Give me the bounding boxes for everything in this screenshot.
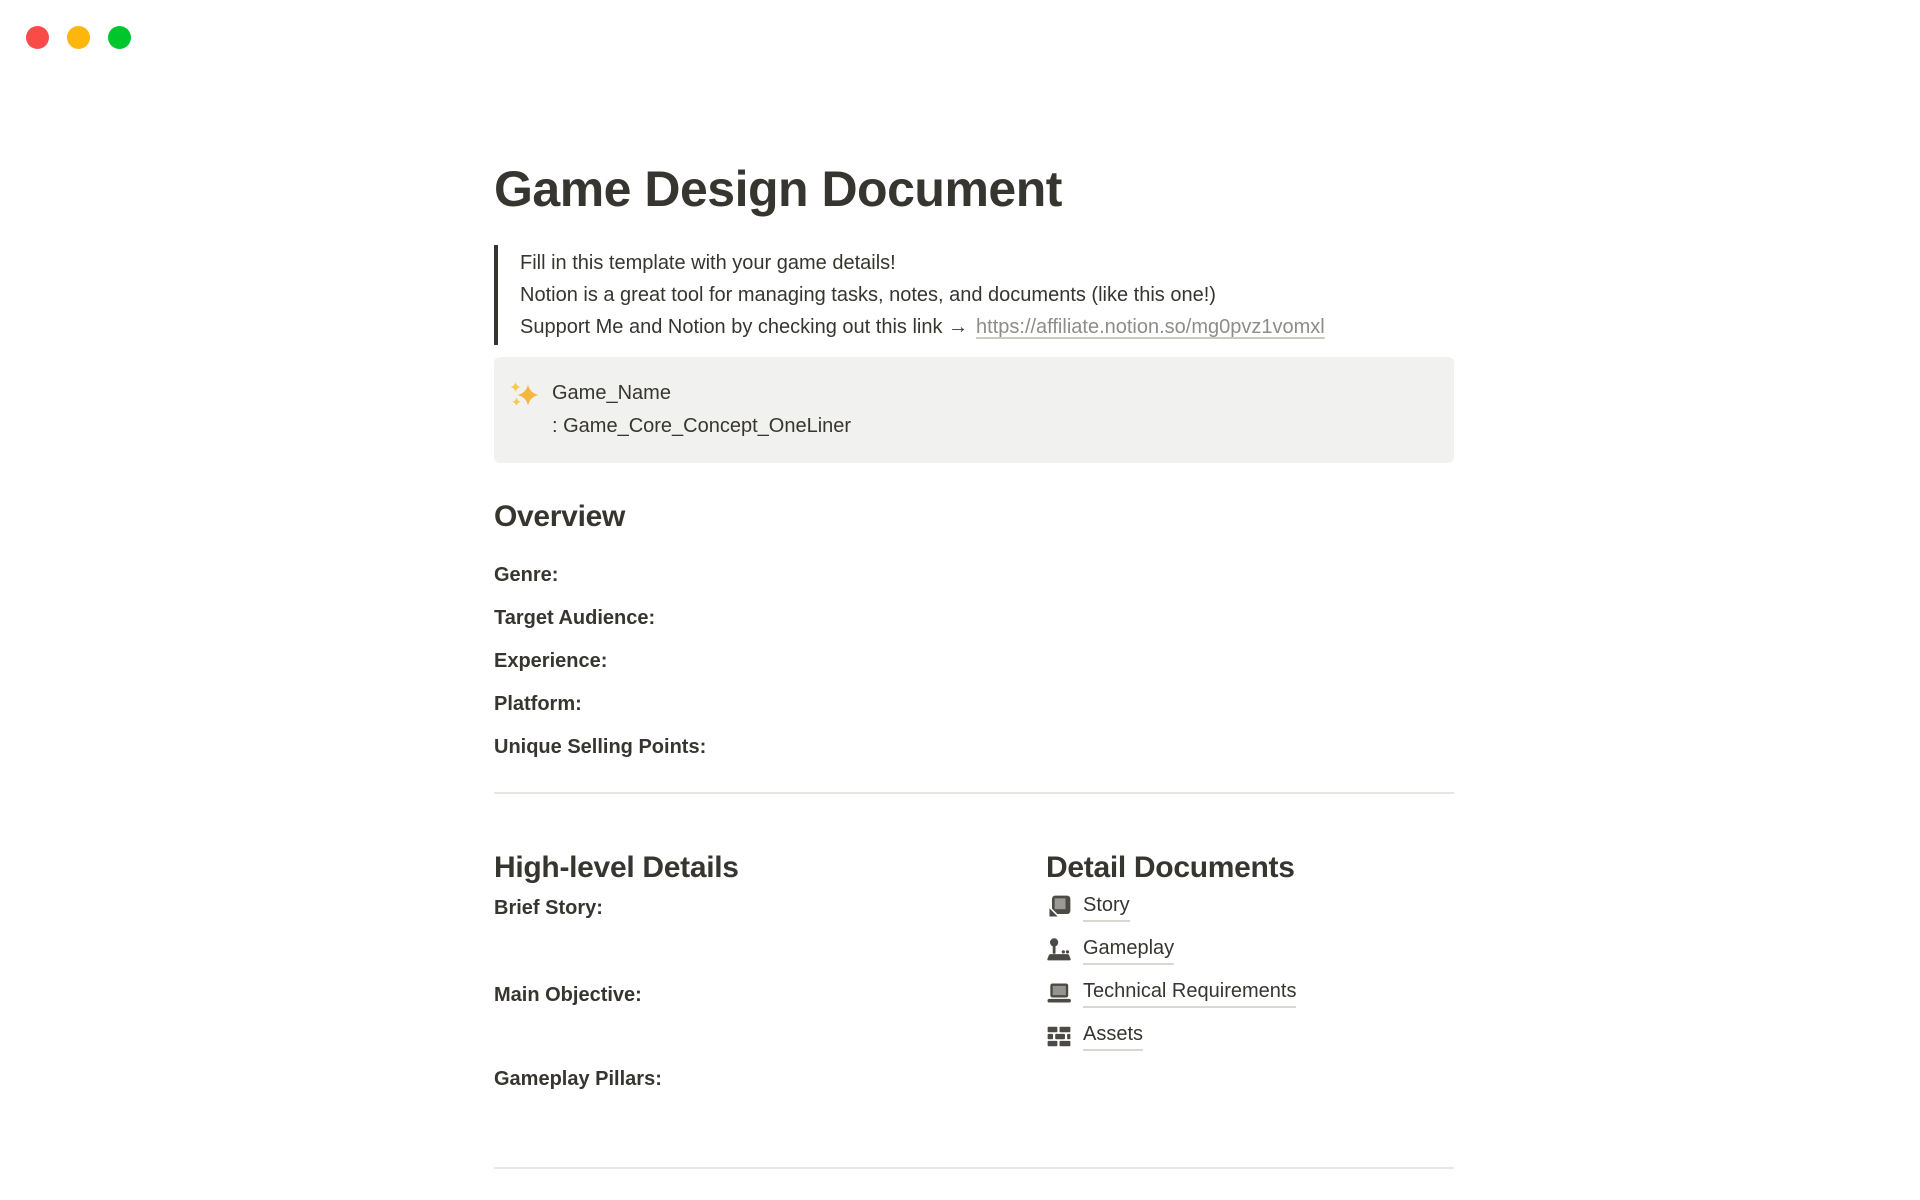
page-link-gameplay[interactable] bbox=[1046, 935, 1174, 965]
sparkles-icon bbox=[509, 380, 539, 410]
window-controls bbox=[26, 26, 131, 49]
quote-link-prefix: Support Me and Notion by checking out this link → bbox=[520, 316, 969, 338]
overview-heading[interactable]: Overview bbox=[494, 500, 626, 533]
page-link-assets[interactable] bbox=[1046, 1021, 1143, 1051]
page-link-label: Assets bbox=[1083, 1021, 1143, 1051]
book-icon bbox=[1046, 894, 1072, 920]
quote-block[interactable] bbox=[494, 245, 1454, 345]
joystick-icon bbox=[1046, 937, 1072, 963]
field-platform[interactable]: Platform: bbox=[494, 693, 582, 715]
callout-block[interactable] bbox=[494, 357, 1454, 463]
callout-text bbox=[552, 377, 851, 443]
quote-line[interactable]: Notion is a great tool for managing tasks, notes, and documents (like this one!) bbox=[520, 284, 1216, 306]
page-link-label: Gameplay bbox=[1083, 935, 1174, 965]
field-usp[interactable]: Unique Selling Points: bbox=[494, 736, 707, 758]
document-page bbox=[494, 0, 1454, 1169]
overview-fields bbox=[494, 560, 1454, 762]
field-experience[interactable]: Experience: bbox=[494, 650, 608, 672]
zoom-button[interactable] bbox=[108, 26, 131, 49]
callout-line[interactable]: Game_Name bbox=[552, 382, 671, 404]
page-link-technical-requirements[interactable] bbox=[1046, 978, 1296, 1008]
field-brief-story[interactable]: Brief Story: bbox=[494, 897, 603, 919]
page-link-story[interactable] bbox=[1046, 892, 1130, 922]
high-level-heading[interactable]: High-level Details bbox=[494, 851, 739, 884]
laptop-icon bbox=[1046, 980, 1072, 1006]
page-link-label: Technical Requirements bbox=[1083, 978, 1296, 1008]
bricks-icon bbox=[1046, 1023, 1072, 1049]
quote-line[interactable]: Fill in this template with your game details! bbox=[520, 252, 896, 274]
quote-line[interactable] bbox=[520, 311, 1454, 343]
minimize-button[interactable] bbox=[67, 26, 90, 49]
field-genre[interactable]: Genre: bbox=[494, 564, 559, 586]
divider bbox=[494, 1167, 1454, 1169]
affiliate-link[interactable]: https://affiliate.notion.so/mg0pvz1vomxl bbox=[976, 316, 1325, 338]
callout-line[interactable]: : Game_Core_Concept_OneLiner bbox=[552, 415, 852, 437]
high-level-column bbox=[494, 794, 1000, 1094]
field-target-audience[interactable]: Target Audience: bbox=[494, 607, 656, 629]
field-main-objective[interactable]: Main Objective: bbox=[494, 984, 642, 1006]
page-link-label: Story bbox=[1083, 892, 1130, 922]
detail-documents-heading[interactable]: Detail Documents bbox=[1046, 851, 1295, 884]
page-title[interactable]: Game Design Document bbox=[494, 161, 1062, 217]
two-column-section bbox=[494, 794, 1454, 1094]
detail-documents-column bbox=[1046, 794, 1454, 1094]
close-button[interactable] bbox=[26, 26, 49, 49]
field-gameplay-pillars[interactable]: Gameplay Pillars: bbox=[494, 1068, 662, 1090]
